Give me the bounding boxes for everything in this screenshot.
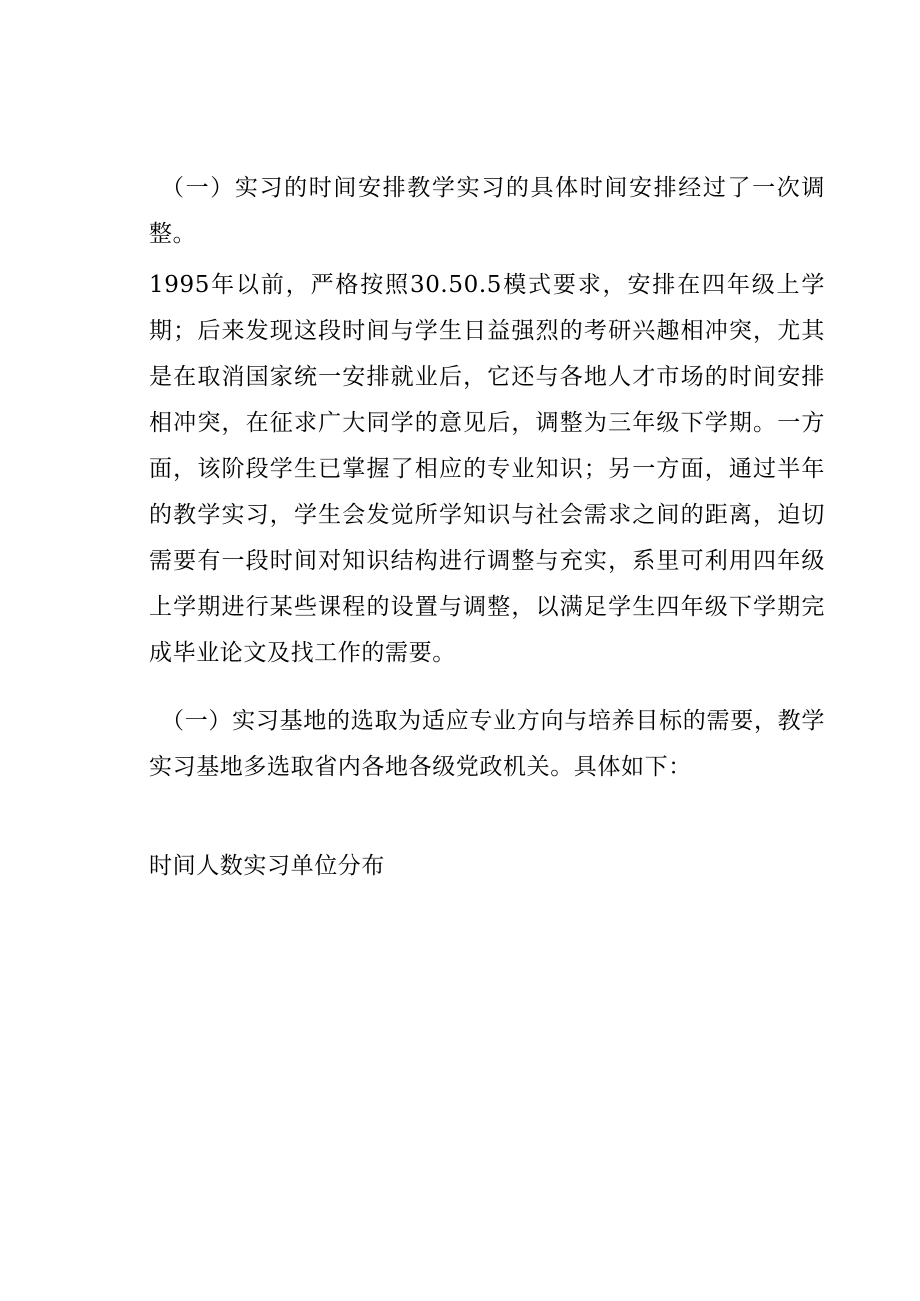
section-heading-internship-schedule: （一）实习的时间安排教学实习的具体时间安排经过了一次调整。 [149, 175, 825, 247]
table-header-line: 时间人数实习单位分布 [149, 853, 385, 879]
section-heading-internship-base: （一）实习基地的选取为适应专业方向与培养目标的需要，教学实习基地多选取省内各地各级党政机关。具体如下： [149, 708, 825, 780]
paragraph-schedule-details: 1995年以前，严格按照30.50.5模式要求，安排在四年级上学期；后来发现这段时间与学生日益强烈的考研兴趣相冲突，尤其是在取消国家统一安排就业后，它还与各地人才市场的时间安排相冲突，在征求广大同学的意见后，调整为三年级下学期。一方面，该阶段学生已掌握了相应的专业知识；另一方面，通过半年的教学实习，学生会发觉所学知识与社会需求之间的距离，迫切需要有一段时间对知识结构进行调整与充实，系里可利用四年级上学期进行某些课程的设置与调整，以满足学生四年级下学期完成毕业论文及找工作的需要。 [149, 272, 825, 666]
